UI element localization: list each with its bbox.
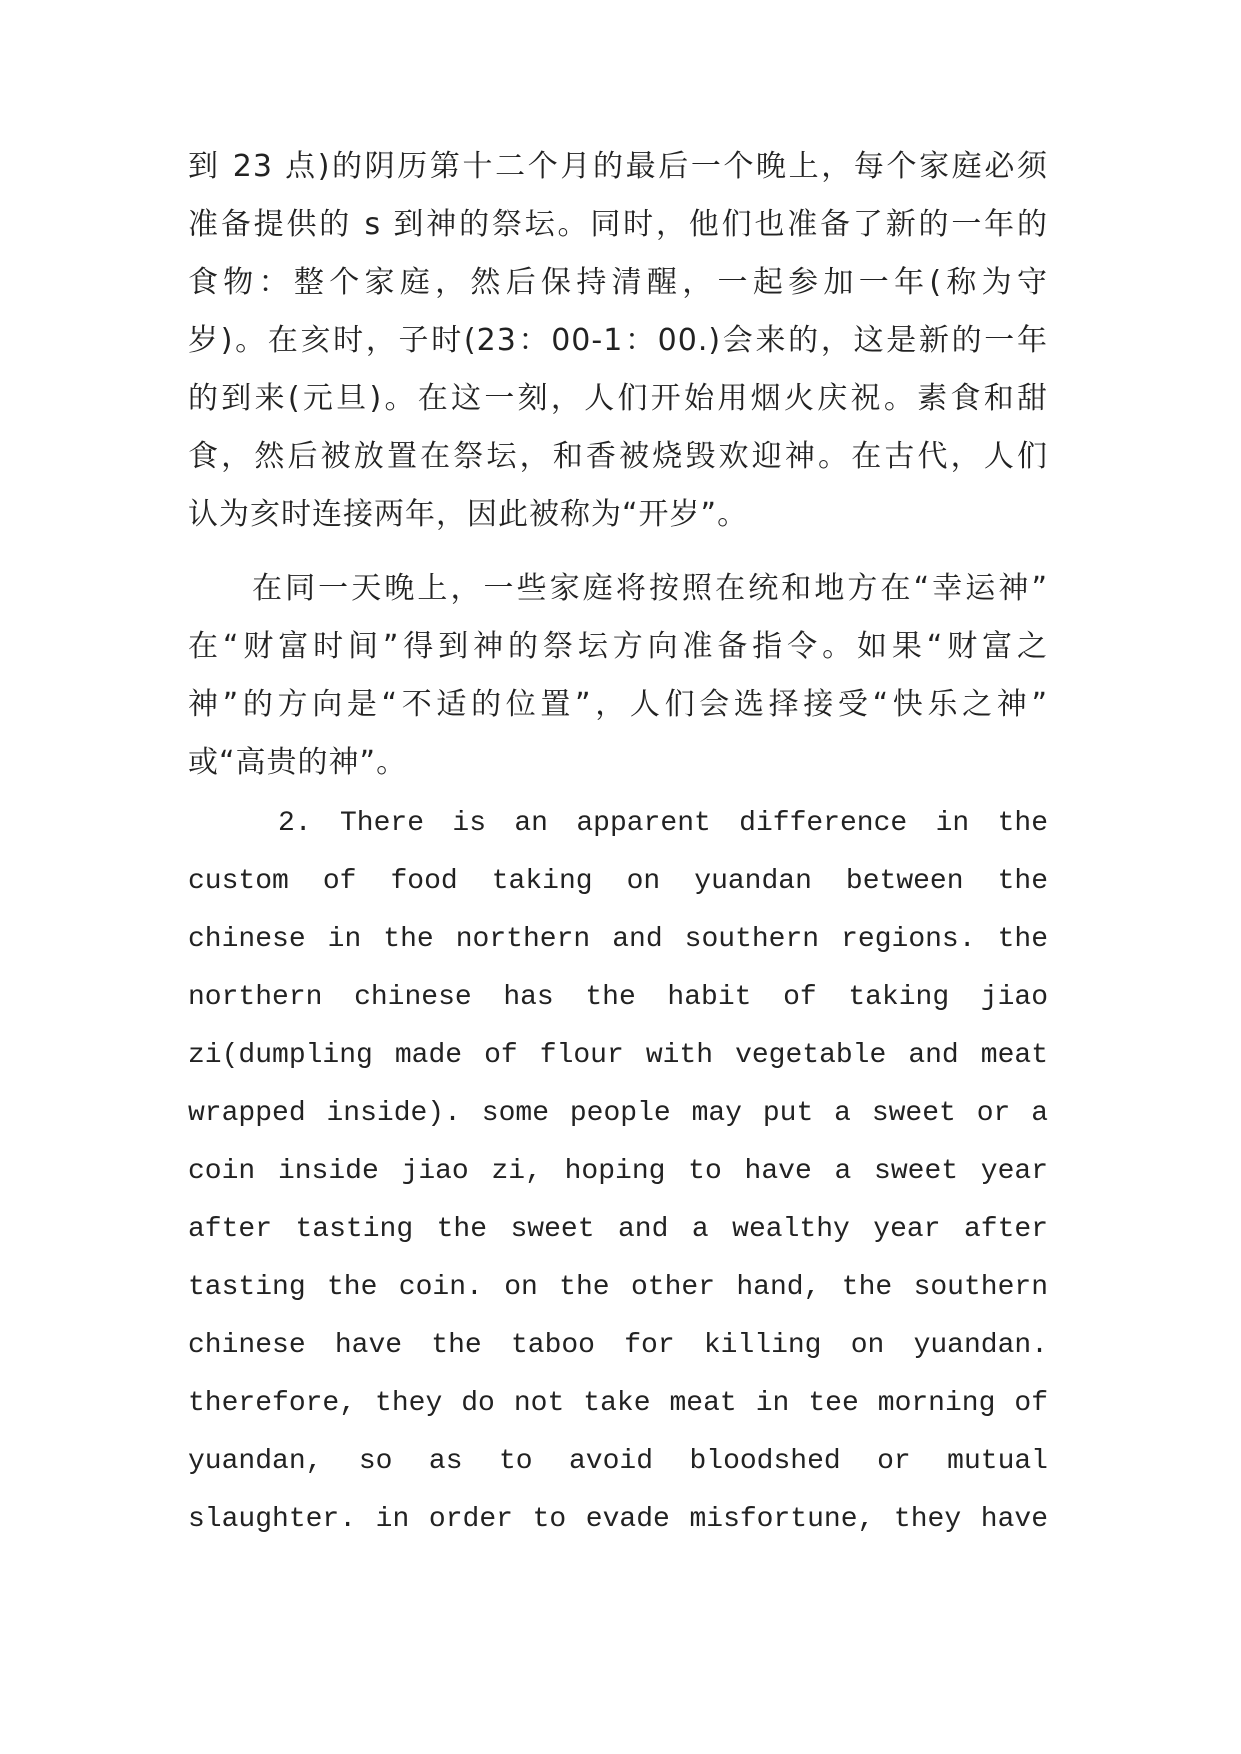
paragraph-line: 的到来(元旦)。在这一刻，人们开始用烟火庆祝。素食和甜 xyxy=(188,381,1048,416)
paragraph-line: 2. There is an apparent difference in the xyxy=(278,808,1048,839)
paragraph-line: yuandan, so as to avoid bloodshed or mutual xyxy=(188,1446,1048,1477)
paragraph-line: tasting the coin. on the other hand, the southern xyxy=(188,1272,1048,1303)
paragraph-line: 在同一天晚上，一些家庭将按照在统和地方在“幸运神” xyxy=(252,571,1048,606)
paragraph-line: therefore, they do not take meat in tee morning of xyxy=(188,1388,1048,1419)
paragraph-line: after tasting the sweet and a wealthy year after xyxy=(188,1214,1048,1245)
paragraph-line: 在“财富时间”得到神的祭坛方向准备指令。如果“财富之 xyxy=(188,629,1048,664)
paragraph-line: 到 23 点)的阴历第十二个月的最后一个晚上，每个家庭必须 xyxy=(188,149,1048,184)
paragraph-1 xyxy=(188,138,1048,544)
paragraph-line: zi(dumpling made of flour with vegetable and meat xyxy=(188,1040,1048,1071)
paragraph-line: custom of food taking on yuandan between the xyxy=(188,866,1048,897)
paragraph-2 xyxy=(188,560,1048,792)
paragraph-line: 岁)。在亥时，子时(23：00-1：00.)会来的，这是新的一年 xyxy=(188,323,1048,358)
paragraph-line: 或“高贵的神”。 xyxy=(188,745,408,780)
paragraph-line: 认为亥时连接两年，因此被称为“开岁”。 xyxy=(188,497,749,532)
paragraph-3 xyxy=(188,795,1048,1549)
paragraph-line: slaughter. in order to evade misfortune, they have xyxy=(188,1504,1048,1535)
paragraph-line: coin inside jiao zi, hoping to have a sweet year xyxy=(188,1156,1048,1187)
paragraph-line: chinese in the northern and southern regions. the xyxy=(188,924,1048,955)
paragraph-line: wrapped inside). some people may put a sweet or a xyxy=(188,1098,1048,1129)
paragraph-line: 神”的方向是“不适的位置”，人们会选择接受“快乐之神” xyxy=(188,687,1048,722)
paragraph-line: 食物：整个家庭，然后保持清醒，一起参加一年(称为守 xyxy=(188,265,1048,300)
paragraph-line: chinese have the taboo for killing on yuandan. xyxy=(188,1330,1048,1361)
paragraph-line: 食，然后被放置在祭坛，和香被烧毁欢迎神。在古代，人们 xyxy=(188,439,1048,474)
paragraph-line: 准备提供的 s 到神的祭坛。同时，他们也准备了新的一年的 xyxy=(188,207,1048,242)
paragraph-line: northern chinese has the habit of taking jiao xyxy=(188,982,1048,1013)
